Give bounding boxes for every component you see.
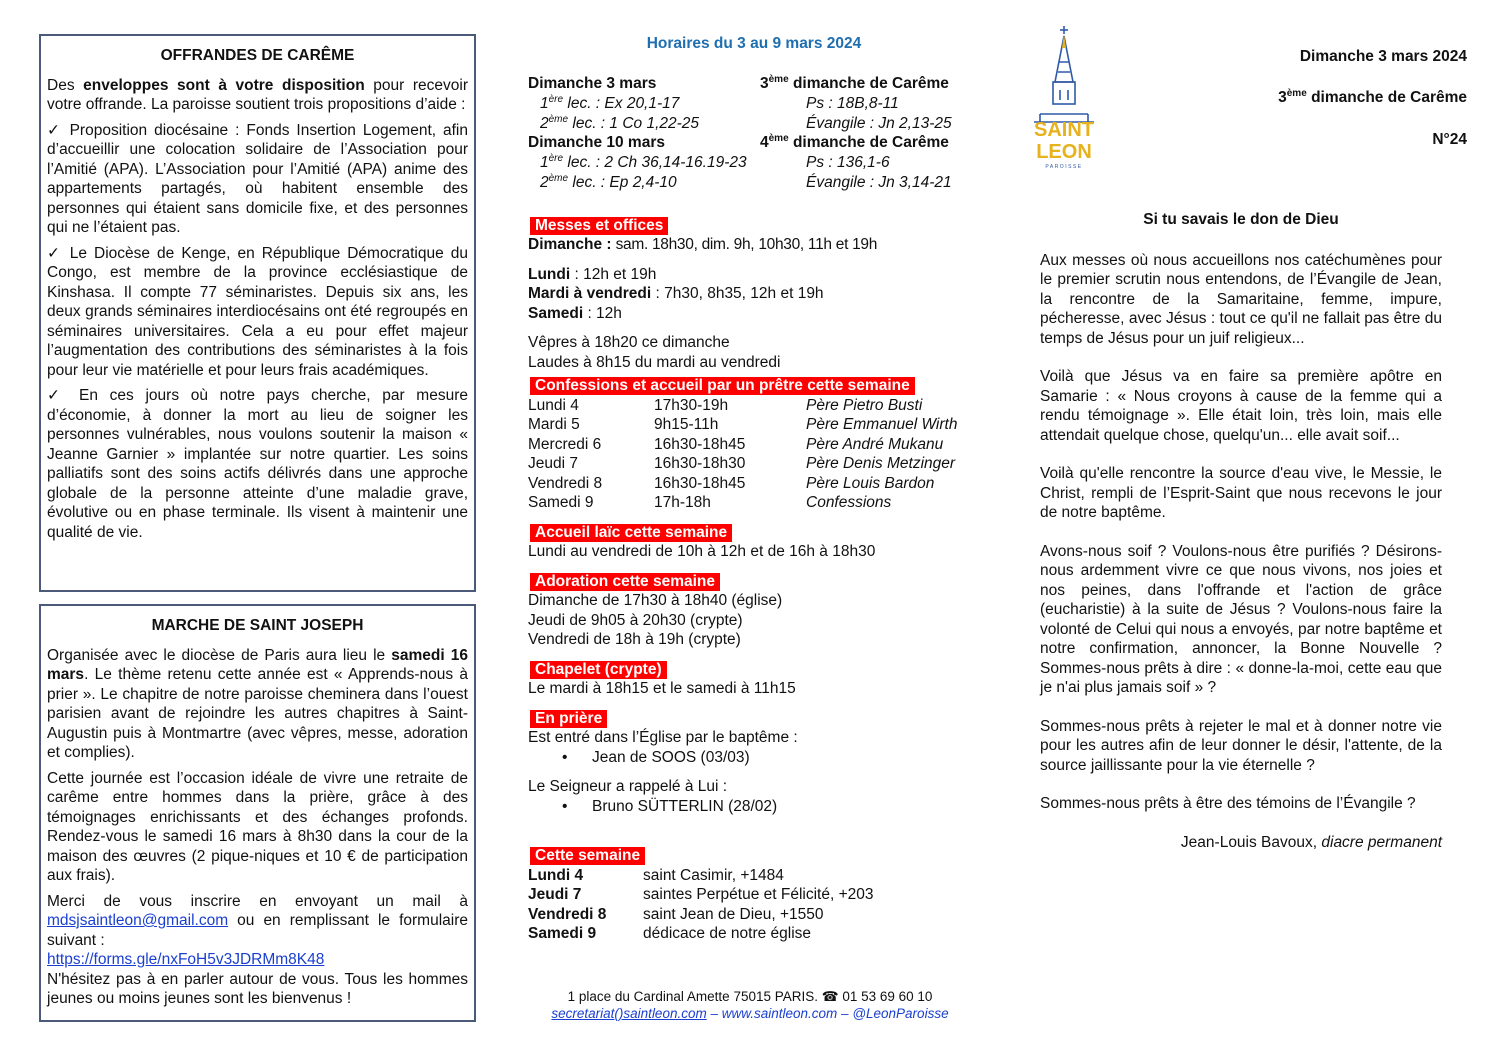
sunday-2-gospel: Évangile : Jn 3,14-21 [806, 173, 952, 191]
adoration-section-title: Adoration cette semaine [530, 573, 720, 591]
editorial [1040, 210, 1442, 852]
sunday-1-reading-1: 1ère lec. : Ex 20,1-17 [540, 93, 680, 112]
sunday-1-reading-2: 2ème lec. : 1 Co 1,22-25 [540, 113, 700, 132]
marche-paragraph-4: N'hésitez pas à en parler autour de vous. Tous les hommes jeunes ou moins jeunes sont les bienvenus ! [47, 970, 468, 1007]
laudes-line: Laudes à 8h15 du mardi au vendredi [528, 353, 781, 371]
footer-contacts: secretariat()saintleon.com – www.saintleon.com – @LeonParoisse [551, 1006, 949, 1021]
marche-paragraph-3: Merci de vous inscrire en envoyant un mail à mdsjsaintleon@gmail.com ou en remplissant le formulaire suivant : [47, 892, 468, 949]
accueil-section-title: Accueil laïc cette semaine [530, 524, 732, 542]
confessions-table [528, 396, 980, 513]
table-row: Vendredi 8 saint Jean de Dieu, +1550 [528, 905, 824, 923]
vepres-line: Vêpres à 18h20 ce dimanche [528, 334, 730, 351]
parish-logo [1024, 22, 1104, 172]
rappele-line: Le Seigneur a rappelé à Lui : [528, 778, 728, 795]
chapelet-section-title: Chapelet (crypte) [530, 661, 667, 679]
editorial-title: Si tu savais le don de Dieu [1143, 211, 1339, 228]
messes-samedi: Samedi : 12h [528, 304, 622, 322]
table-row: Jeudi 7 16h30-18h30 Père Denis Metzinger [528, 455, 956, 472]
logo-leon: LEON [1036, 141, 1092, 163]
rappele-name: • Bruno SÜTTERLIN (28/02) [528, 797, 980, 817]
messes-lundi: Lundi : 12h et 19h [528, 265, 657, 283]
table-row: Samedi 9 dédicace de notre église [528, 925, 812, 942]
messes-section-title: Messes et offices [530, 217, 668, 235]
semaine-section-title: Cette semaine [530, 847, 645, 865]
marche-form-line [47, 950, 468, 970]
editorial-paragraph-6: Sommes-nous prêts à être des témoins de l’Évangile ? [1040, 795, 1416, 812]
footer-website[interactable]: www.saintleon.com [721, 1006, 838, 1021]
sunday-1-title: 3ème dimanche de Carême [760, 73, 949, 92]
table-row: Mercredi 6 16h30-18h45 Père André Mukanu [528, 435, 944, 453]
liturgy-dates [528, 74, 980, 192]
bapteme-line: Est entré dans l’Église par le baptême : [528, 729, 798, 746]
semaine-table [528, 866, 980, 944]
table-row: Vendredi 8 16h30-18h45 Père Louis Bardon [528, 474, 935, 492]
adoration-line-1: Dimanche de 17h30 à 18h40 (église) [528, 592, 783, 609]
schedule-column [528, 34, 980, 944]
marche-title: MARCHE DE SAINT JOSEPH [151, 617, 364, 634]
sunday-1-psalm: Ps : 18B,8-11 [806, 94, 899, 112]
footer-email-link[interactable]: secretariat()saintleon.com [551, 1006, 707, 1021]
offrandes-proposition-3: ✓ En ces jours où notre pays cherche, par mesure d’économie, à donner la mort au lieu de soigner les personnes vulnérables, nous voulons soutenir la maison « Jeanne Garnier » implantée sur notre quartier. Les soins palliatifs sont des soins actifs délivrés dans une approche globale de la personne atteinte d’une maladie grave, évolutive ou en phase terminale. Ils visent à maintenir une qualité de vie. [47, 387, 468, 541]
adoration-line-2: Jeudi de 9h05 à 20h30 (crypte) [528, 611, 743, 629]
header-number: N°24 [1432, 131, 1467, 148]
offrandes-title: OFFRANDES DE CARÊME [160, 47, 355, 64]
messes-dimanche: Dimanche : sam. 18h30, dim. 9h, 10h30, 11h et 19h [528, 236, 878, 253]
offrandes-box [39, 34, 476, 592]
table-row: Jeudi 7 saintes Perpétue et Félicité, +203 [528, 886, 874, 903]
marche-form-link[interactable]: https://forms.gle/nxFoH5v3JDRMm8K48 [47, 951, 325, 968]
church-spire-icon [1024, 22, 1104, 172]
adoration-line-3: Vendredi de 18h à 19h (crypte) [528, 631, 741, 648]
priere-section-title: En prière [530, 710, 607, 728]
accueil-line: Lundi au vendredi de 10h à 12h et de 16h à 18h30 [528, 543, 876, 560]
sunday-2-psalm: Ps : 136,1-6 [806, 153, 890, 171]
logo-paroisse: PAROISSE [1045, 164, 1083, 170]
marche-paragraph-2: Cette journée est l’occasion idéale de vivre une retraite de carême entre hommes dans la prière, grâce à des témoignages enrichissants et des échanges profonds. Rendez-vous le samedi 16 mars à 8h30 dans la cour de la maison des œuvres (2 pique-niques et 10 € de participation aux frais). [47, 769, 468, 884]
logo-saint: SAINT [1034, 119, 1094, 141]
editorial-paragraph-2: Voilà que Jésus va en faire sa première apôtre en Samarie : « Nous croyons à cause de la femme qui a rendu témoignage ». Elle était loin, très loin, mais elle attendait quelque chose, quelqu'un... elle avait soif... [1040, 368, 1442, 444]
sunday-1-gospel: Évangile : Jn 2,13-25 [806, 114, 952, 132]
marche-paragraph-1: Organisée avec le diocèse de Paris aura lieu le samedi 16 mars. Le thème retenu cette année est « Apprends-nous à prier ». Le chapitre de notre paroisse cheminera dans l’ouest parisien avant de rejoindre les autres chapitres à Saint-Augustin puis à Montmartre (avec vêpres, messe, adoration et complies). [47, 646, 468, 761]
table-row: Lundi 4 17h30-19h Père Pietro Busti [528, 396, 923, 414]
chapelet-line: Le mardi à 18h15 et le samedi à 11h15 [528, 680, 796, 697]
marche-email-link[interactable]: mdsjsaintleon@gmail.com [47, 912, 229, 929]
table-row: Lundi 4 saint Casimir, +1484 [528, 866, 784, 884]
sunday-2-reading-2: 2ème lec. : Ep 2,4-10 [540, 172, 677, 191]
table-row: Samedi 9 17h-18h Confessions [528, 494, 892, 511]
sunday-1-date: Dimanche 3 mars [528, 74, 657, 92]
messes-mardi-vendredi: Mardi à vendredi : 7h30, 8h35, 12h et 19h [528, 285, 824, 302]
editorial-paragraph-4: Avons-nous soif ? Voulons-nous être purifiés ? Désirons-nous ardemment vivre ce que nous vivons, nos joies et nos peines, dans l'offrande et l'action de grâce (eucharistie) à la suite de Jésus ? Voulons-nous faire la volonté de Celui qui nous a envoyés, par notre baptême et notre confirmation, annoncer, la Bonne Nouvelle ? Sommes-nous prêts à dire : « donne-la-moi, cette eau que je n'ai plus jamais soif » ? [1040, 542, 1442, 696]
header-sunday: 3ème dimanche de Carême [1278, 87, 1467, 106]
sunday-2-reading-1: 1ère lec. : 2 Ch 36,14-16.19-23 [540, 152, 747, 171]
editorial-paragraph-5: Sommes-nous prêts à rejeter le mal et à donner notre vie pour les autres afin de leur donner le désir, l'attente, de la source jaillissante pour la vie éternelle ? [1040, 717, 1442, 774]
offrandes-proposition-1: ✓ Proposition diocésaine : Fonds Insertion Logement, afin d’accueillir une colocation solidaire de l’Association pour l’Amitié (APA). L’Association pour l’Amitié (APA) anime des appartements partagés, où habitent ensemble des personnes qui étaient sans domicile fixe, et des personnes qui ne l’étaient pas. [47, 121, 468, 236]
sunday-2-date: Dimanche 10 mars [528, 133, 665, 151]
header-date: Dimanche 3 mars 2024 [1299, 48, 1467, 65]
table-row: Mardi 5 9h15-11h Père Emmanuel Wirth [528, 416, 958, 433]
editorial-signature: Jean-Louis Bavoux, diacre permanent [1180, 833, 1442, 851]
editorial-paragraph-3: Voilà qu'elle rencontre la source d'eau vive, le Messie, le Christ, rempli de l’Esprit-Saint que nous recevons le jour de notre baptême. [1040, 465, 1442, 521]
horaires-header: Horaires du 3 au 9 mars 2024 [646, 35, 862, 52]
offrandes-intro: Des enveloppes sont à votre disposition pour recevoir votre offrande. La paroisse soutient trois propositions d’aide : [47, 76, 468, 113]
bapteme-name: • Jean de SOOS (03/03) [528, 748, 980, 768]
marche-box [39, 604, 476, 1022]
footer-address: 1 place du Cardinal Amette 75015 PARIS. ☎ 01 53 69 60 10 [567, 989, 933, 1004]
editorial-paragraph-1: Aux messes où nous accueillons nos catéchumènes pour le premier scrutin nous entendons, de l’Évangile de Jean, la rencontre de la Samaritaine, femme, impure, pécheresse, avec Jésus : tout ce qu'il ne fallait pas être du temps de Jésus pour un juif religieux... [1040, 251, 1442, 347]
confessions-section-title: Confessions et accueil par un prêtre cette semaine [530, 377, 915, 395]
footer [530, 988, 970, 1022]
offrandes-proposition-2: ✓ Le Diocèse de Kenge, en République Démocratique du Congo, est membre de la province ecclésiastique de Kinshasa. Il compte 77 séminaristes. Depuis six ans, les deux grands séminaires interdiocésains ont été regroupés en séminaires universitaires. Cela a eu pour effet majeur l’augmentation des contributions des séminaristes à la fois pour leur vie matérielle et pour leurs frais académiques. [47, 244, 468, 379]
sunday-2-title: 4ème dimanche de Carême [760, 132, 949, 151]
footer-social[interactable]: @LeonParoisse [852, 1006, 949, 1021]
